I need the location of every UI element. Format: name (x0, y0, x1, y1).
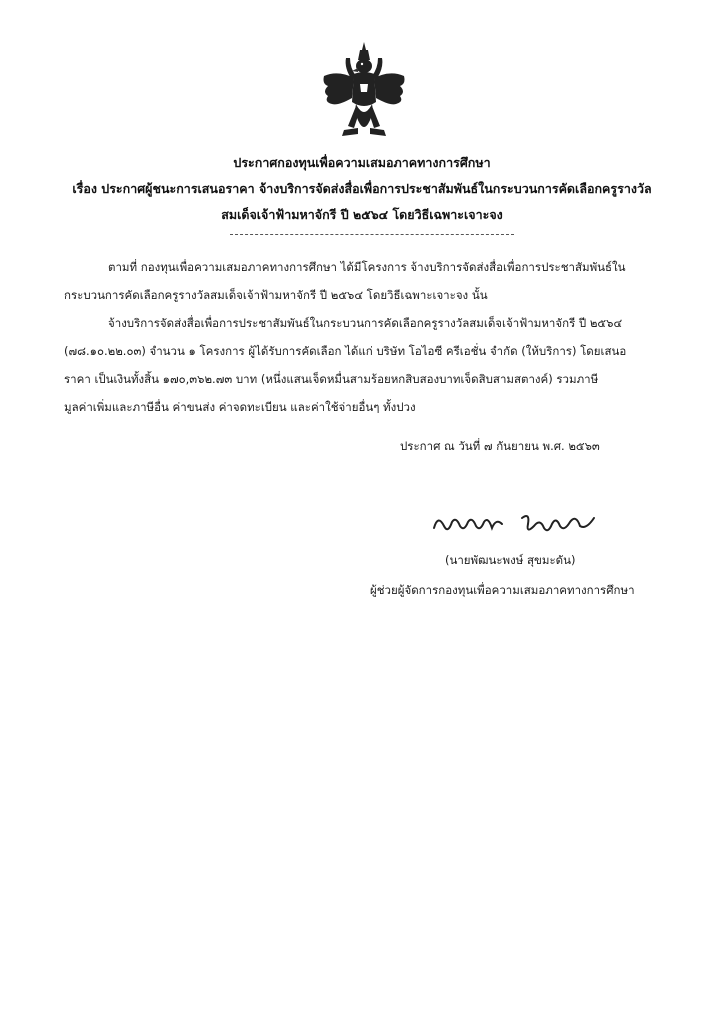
announcement-header (0, 150, 724, 228)
signer-title: ผู้ช่วยผู้จัดการกองทุนเพื่อความเสมอภาคทางการศึกษา (370, 583, 635, 597)
garuda-emblem-icon (318, 40, 410, 140)
paragraph-2-line-4: มูลค่าเพิ่มและภาษีอื่น ค่าขนส่ง ค่าจดทะเบียน และค่าใช้จ่ายอื่นๆ ทั้งปวง (64, 400, 416, 414)
dashed-divider (230, 234, 514, 235)
paragraph-2-line-2: (๗๘.๑๐.๒๒.๐๓) จำนวน ๑ โครงการ ผู้ได้รับการคัดเลือก ได้แก่ บริษัท โอไอซี ครีเอชั่น จำกัด (ให้บริการ) โดยเสนอ (64, 344, 627, 358)
subject-line-1: เรื่อง ประกาศผู้ชนะการเสนอราคา จ้างบริการจัดส่งสื่อเพื่อการประชาสัมพันธ์ในกระบวนการคัดเลือกครูรางวัล (72, 181, 652, 196)
announcement-date: ประกาศ ณ วันที่ ๗ กันยายน พ.ศ. ๒๕๖๓ (400, 439, 600, 453)
paragraph-1-line-2: กระบวนการคัดเลือกครูรางวัลสมเด็จเจ้าฟ้ามหาจักรี ปี ๒๕๖๔ โดยวิธีเฉพาะเจาะจง นั้น (64, 288, 488, 302)
paragraph-1-line-1: ตามที่ กองทุนเพื่อความเสมอภาคทางการศึกษา ได้มีโครงการ จ้างบริการจัดส่งสื่อเพื่อการประชาสัมพันธ์ใน (108, 260, 626, 274)
announcement-body (64, 253, 664, 421)
paragraph-2-line-1: จ้างบริการจัดส่งสื่อเพื่อการประชาสัมพันธ์ในกระบวนการคัดเลือกครูรางวัลสมเด็จเจ้าฟ้ามหาจักรี ปี ๒๕๖๔ (108, 316, 623, 330)
subject-line-2: สมเด็จเจ้าฟ้ามหาจักรี ปี ๒๕๖๔ โดยวิธีเฉพาะเจาะจง (221, 207, 503, 222)
handwritten-signature (430, 508, 600, 538)
paragraph-2-line-3: ราคา เป็นเงินทั้งสิ้น ๑๗๐,๓๖๒.๗๓ บาท (หนึ่งแสนเจ็ดหมื่นสามร้อยหกสิบสองบาทเจ็ดสิบสามสตางค์) รวมภาษี (64, 372, 599, 386)
agency-title: ประกาศกองทุนเพื่อความเสมอภาคทางการศึกษา (233, 155, 491, 170)
signer-name: (นายพัฒนะพงษ์ สุขมะดัน) (445, 553, 576, 567)
